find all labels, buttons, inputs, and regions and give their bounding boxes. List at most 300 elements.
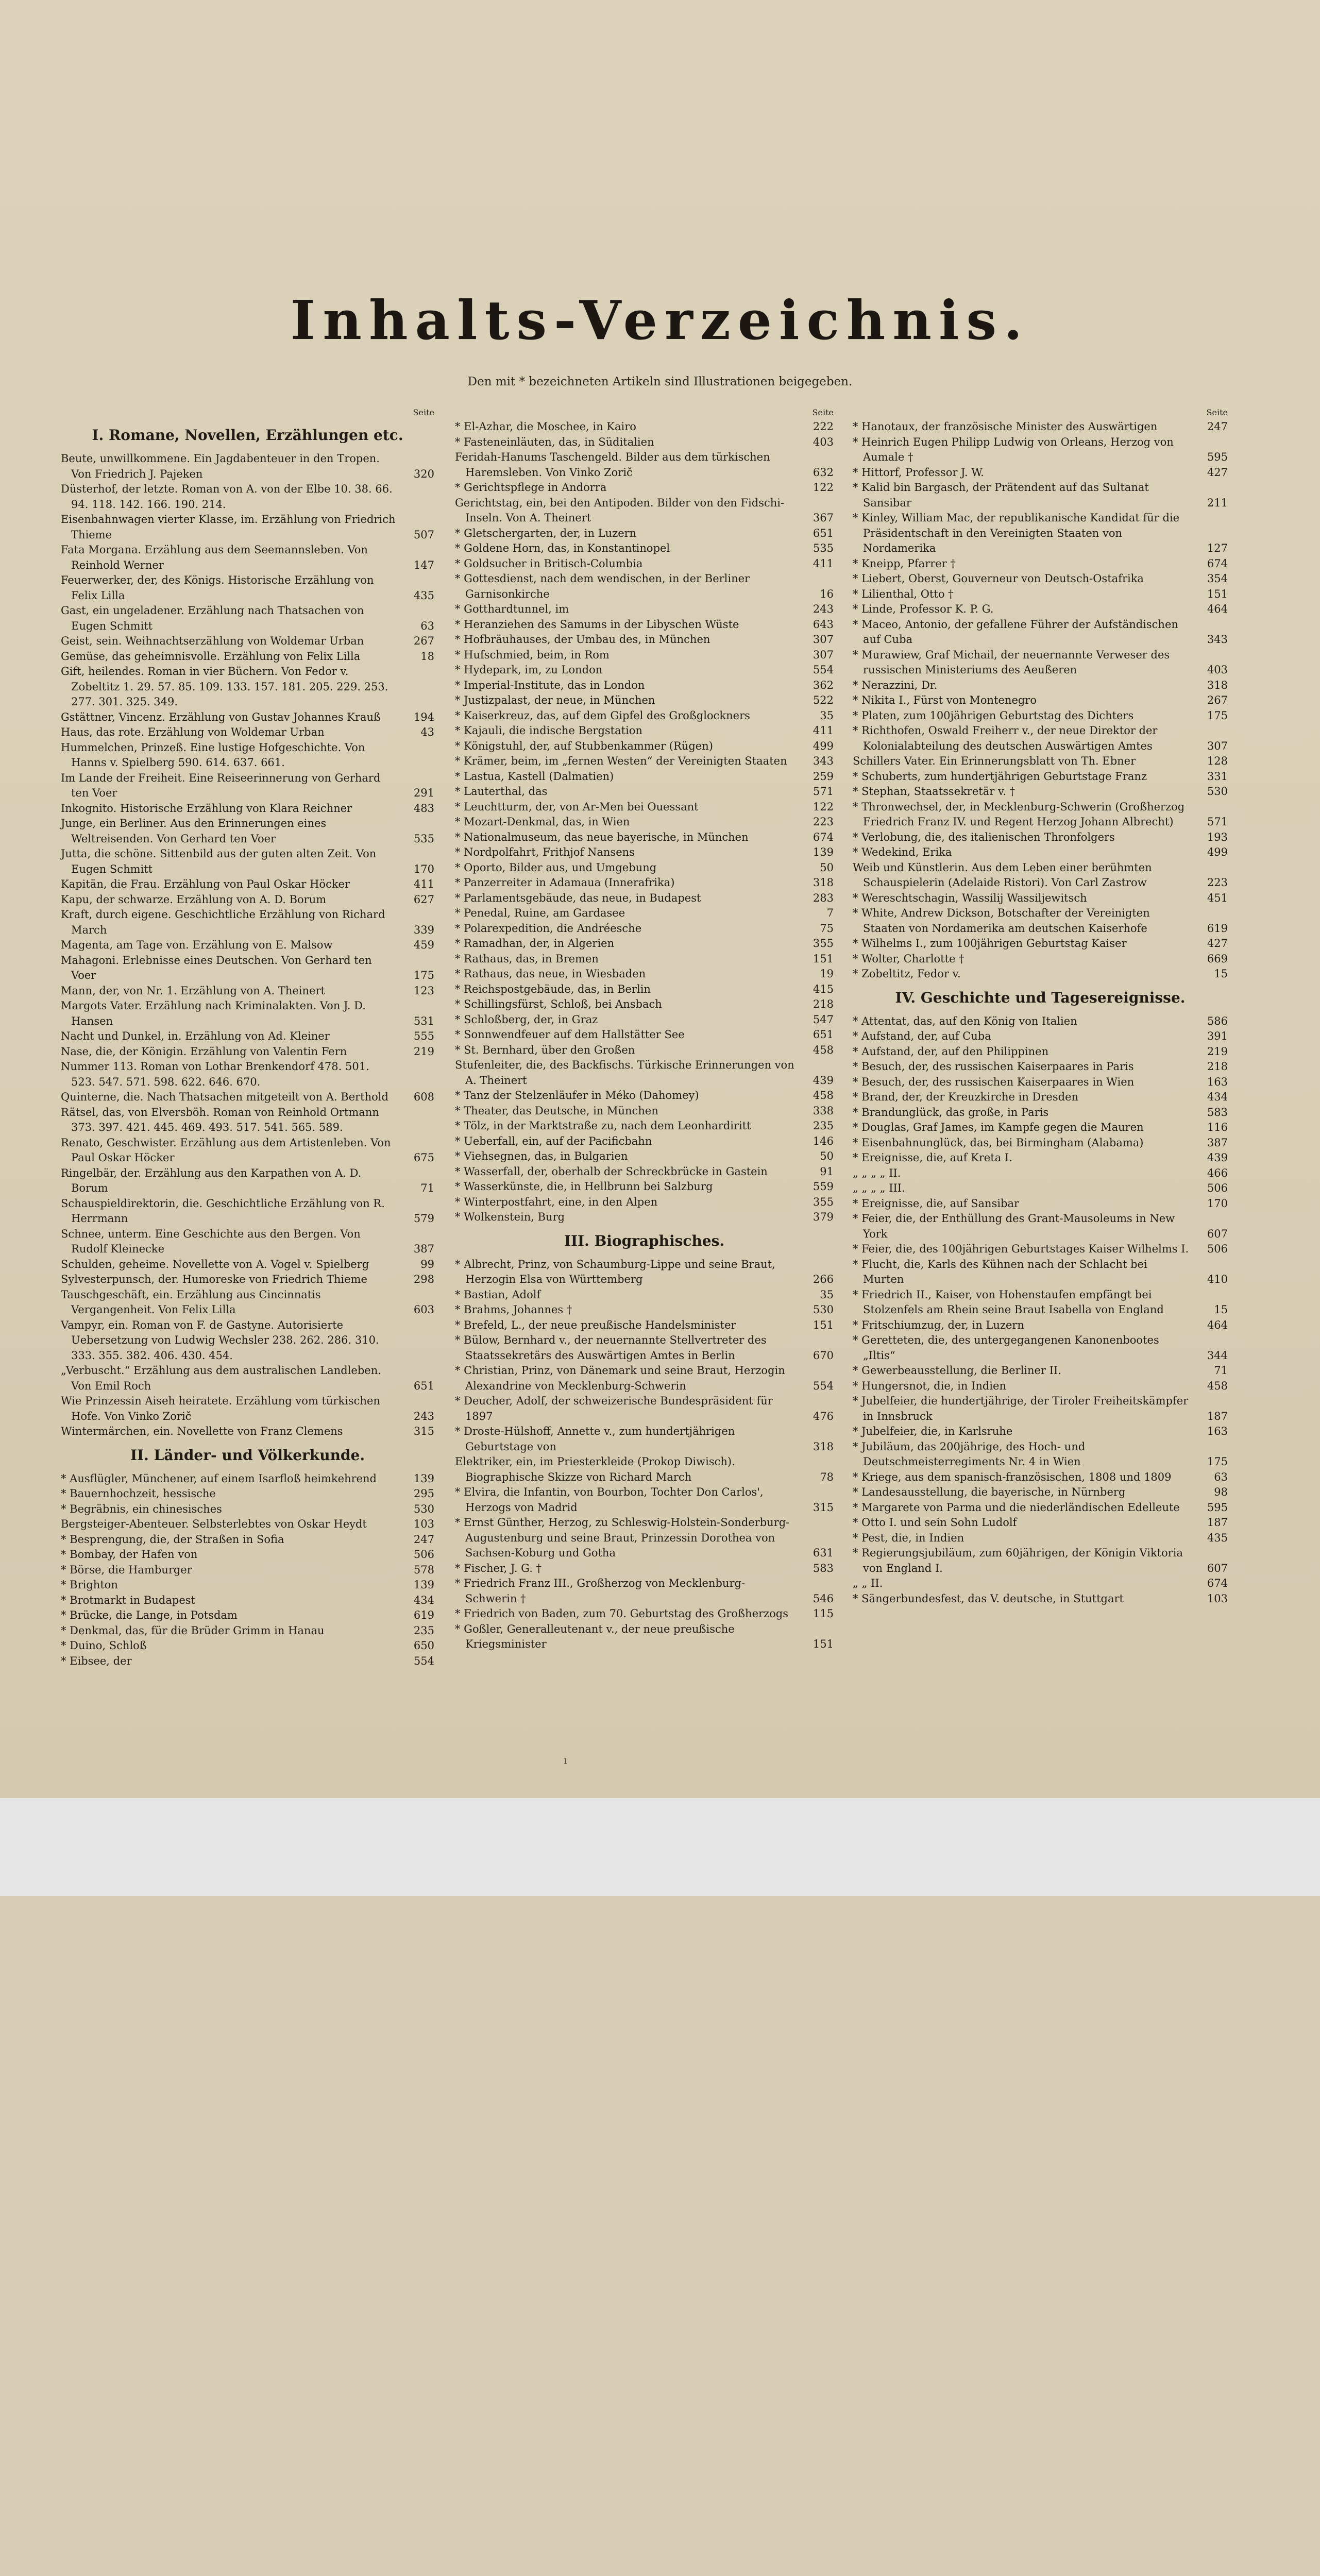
entry-title: Vampyr, ein. Roman von F. de Gastyne. Autorisierte Uebersetzung von Ludwig Wechsler 238. 262. 286. 310. 333. 355. 382. 406. 430. 454.	[61, 1318, 379, 1362]
index-entry	[61, 725, 434, 740]
entry-title: * Lastua, Kastell (Dalmatien)	[455, 770, 614, 783]
index-entry	[853, 754, 1228, 769]
entry-title: * Platen, zum 100jährigen Geburtstag des Dichters	[853, 709, 1134, 722]
entry-title: * Polarexpedition, die Andréesche	[455, 922, 642, 935]
entry-page-number: 71	[420, 1182, 434, 1194]
index-entry	[853, 1014, 1228, 1029]
entry-title: * Feier, die, der Enthüllung des Grant-Mausoleums in New York	[853, 1212, 1175, 1240]
entry-title: * Landesausstellung, die bayerische, in Nürnberg	[853, 1486, 1126, 1498]
entry-page-number: 603	[413, 1303, 434, 1316]
entry-page-number: 151	[813, 1638, 834, 1650]
entry-page-number: 318	[813, 876, 834, 889]
entry-title: * Thronwechsel, der, in Mecklenburg-Schwerin (Großherzog Friedrich Franz IV. und Regent Herzog Johann Albrecht)	[853, 800, 1185, 828]
index-entry	[853, 1029, 1228, 1044]
entry-title: * Penedal, Ruine, am Gardasee	[455, 907, 625, 919]
entry-page-number: 123	[413, 984, 434, 997]
entry-title: * St. Bernhard, über den Großen	[455, 1043, 635, 1056]
entry-page-number: 530	[413, 1502, 434, 1515]
index-entry	[61, 482, 434, 512]
entry-page-number: 607	[1207, 1227, 1228, 1240]
entry-title: * Sängerbundesfest, das V. deutsche, in Stuttgart	[853, 1592, 1124, 1605]
index-entry	[61, 816, 434, 846]
entry-title: * Bastian, Adolf	[455, 1288, 541, 1301]
entry-title: „ „ II.	[853, 1577, 883, 1589]
entry-title: * Hittorf, Professor J. W.	[853, 466, 984, 479]
index-entry	[61, 1502, 434, 1517]
entry-page-number: 434	[1207, 1091, 1228, 1103]
entry-title: * Ereignisse, die, auf Sansibar	[853, 1197, 1020, 1210]
index-entry	[61, 1532, 434, 1548]
entry-title: * Friedrich II., Kaiser, von Hohenstaufen empfängt bei Stolzenfels am Rhein seine Braut Isabella von England	[853, 1288, 1164, 1316]
entry-title: * Hofbräuhauses, der Umbau des, in München	[455, 633, 710, 646]
entry-title: * Eibsee, der	[61, 1654, 132, 1667]
entry-page-number: 546	[813, 1592, 834, 1605]
entry-page-number: 266	[813, 1273, 834, 1285]
index-entry	[61, 1394, 434, 1424]
index-entry	[455, 1485, 834, 1515]
entry-title: * Geretteten, die, des untergegangenen Kanonenbootes „Iltis“	[853, 1334, 1159, 1362]
entry-title: Gemüse, das geheimnisvolle. Erzählung von Felix Lilla	[61, 650, 361, 663]
entry-page-number: 339	[413, 923, 434, 936]
entry-page-number: 674	[813, 831, 834, 843]
entry-page-number: 459	[413, 939, 434, 951]
index-entry	[61, 543, 434, 573]
index-entry	[853, 1196, 1228, 1212]
entry-page-number: 439	[813, 1074, 834, 1087]
index-entry	[61, 771, 434, 801]
index-entry	[61, 649, 434, 665]
entry-page-number: 651	[413, 1379, 434, 1392]
index-entry	[853, 1287, 1228, 1318]
entry-title: * Feier, die, des 100jährigen Geburtstages Kaiser Wilhelms I.	[853, 1243, 1189, 1255]
entry-title: Quinterne, die. Nach Thatsachen mitgeteilt von A. Berthold	[61, 1091, 388, 1103]
entry-title: Eisenbahnwagen vierter Klasse, im. Erzählung von Friedrich Thieme	[61, 513, 396, 541]
entry-page-number: 91	[820, 1165, 834, 1178]
entry-title: * Denkmal, das, für die Brüder Grimm in Hanau	[61, 1624, 325, 1637]
entry-title: Rätsel, das, von Elversböh. Roman von Reinhold Ortmann 373. 397. 421. 445. 469. 493. 517. 541. 565. 589.	[61, 1106, 379, 1133]
index-entry	[61, 953, 434, 984]
entry-page-number: 318	[813, 1440, 834, 1453]
entry-title: * Jubiläum, das 200jährige, des Hoch- und Deutschmeisterregiments Nr. 4 in Wien	[853, 1440, 1086, 1468]
entry-title: Gift, heilendes. Roman in vier Büchern. Von Fedor v. Zobeltitz 1. 29. 57. 85. 109. 133. 157. 181. 205. 229. 253. 277. 301. 325. 349.	[61, 665, 388, 708]
index-entry	[455, 815, 834, 830]
entry-page-number: 506	[1207, 1243, 1228, 1255]
entry-title: Geist, sein. Weihnachtserzählung von Woldemar Urban	[61, 635, 364, 647]
entry-title: * Theater, das Deutsche, in München	[455, 1104, 658, 1117]
entry-page-number: 307	[813, 648, 834, 661]
index-entry	[61, 1090, 434, 1105]
entry-page-number: 331	[1207, 770, 1228, 783]
entry-title: * Tölz, in der Marktstraße zu, nach dem Leonhardiritt	[455, 1120, 751, 1132]
entry-title: Inkognito. Historische Erzählung von Klara Reichner	[61, 802, 352, 815]
index-entry	[61, 1547, 434, 1563]
entry-title: * Friedrich Franz III., Großherzog von Mecklenburg-Schwerin †	[455, 1577, 746, 1605]
entry-title: * Königstuhl, der, auf Stubbenkammer (Rügen)	[455, 739, 713, 752]
index-entry	[853, 1166, 1228, 1181]
entry-title: * Oporto, Bilder aus, und Umgebung	[455, 861, 657, 874]
index-entry	[455, 906, 834, 921]
entry-title: Nacht und Dunkel, in. Erzählung von Ad. Kleiner	[61, 1030, 330, 1042]
entry-page-number: 522	[813, 694, 834, 706]
index-entry	[61, 1272, 434, 1287]
entry-page-number: 466	[1207, 1166, 1228, 1179]
entry-title: * Zobeltitz, Fedor v.	[853, 968, 961, 980]
entry-title: * Ernst Günther, Herzog, zu Schleswig-Holstein-Sonderburg-Augustenburg und seine Braut, Prinzessin Dorothea von Sachsen-Koburg und Gotha	[455, 1516, 790, 1559]
page-title: Inhalts-Verzeichnis.	[290, 289, 1030, 352]
entry-title: * Goßler, Generalleutenant v., der neue preußische Kriegsminister	[455, 1622, 735, 1650]
entry-page-number: 632	[813, 466, 834, 479]
entry-page-number: 531	[413, 1014, 434, 1027]
index-entry	[455, 739, 834, 754]
entry-title: * Brahms, Johannes †	[455, 1303, 572, 1316]
index-entry	[853, 723, 1228, 754]
entry-page-number: 122	[813, 481, 834, 494]
entry-page-number: 43	[420, 726, 434, 738]
entry-page-number: 122	[813, 800, 834, 813]
index-entry	[455, 952, 834, 967]
entry-page-number: 674	[1207, 1577, 1228, 1589]
index-entry	[853, 1105, 1228, 1121]
entry-title: Fata Morgana. Erzählung aus dem Seemannsleben. Von Reinhold Werner	[61, 544, 368, 571]
entry-title: * Liebert, Oberst, Gouverneur von Deutsch-Ostafrika	[853, 572, 1144, 585]
entry-title: Weib und Künstlerin. Aus dem Leben einer berühmten Schauspielerin (Adelaide Ristori). Von Carl Zastrow	[853, 861, 1152, 889]
entry-page-number: 435	[1207, 1531, 1228, 1544]
entry-page-number: 458	[813, 1043, 834, 1056]
entry-title: Junge, ein Berliner. Aus den Erinnerungen eines Weltreisenden. Von Gerhard ten Voer	[61, 817, 327, 845]
index-entry	[61, 740, 434, 771]
index-entry	[853, 1500, 1228, 1516]
entry-title: * Brighton	[61, 1579, 118, 1591]
entry-title: * Leuchtturm, der, von Ar-Men bei Ouessant	[455, 800, 699, 813]
entry-page-number: 627	[413, 893, 434, 906]
index-entry	[455, 891, 834, 906]
index-entry	[455, 1195, 834, 1210]
entry-title: * Begräbnis, ein chinesisches	[61, 1502, 222, 1515]
index-entry	[853, 1136, 1228, 1151]
entry-page-number: 387	[1207, 1136, 1228, 1149]
entry-title: * Besprengung, die, der Straßen in Sofia	[61, 1533, 284, 1546]
index-entry	[455, 997, 834, 1012]
entry-title: * Aufstand, der, auf den Philippinen	[853, 1045, 1049, 1058]
entry-title: * Ueberfall, ein, auf der Pacificbahn	[455, 1134, 652, 1147]
index-entry	[455, 1606, 834, 1622]
entry-page-number: 675	[413, 1151, 434, 1164]
entry-title: * Kinley, William Mac, der republikanische Kandidat für die Präsidentschaft in den Vereinigten Staaten von Nordamerika	[853, 512, 1180, 554]
entry-page-number: 307	[813, 633, 834, 646]
entry-page-number: 315	[813, 1501, 834, 1514]
index-entry	[61, 1471, 434, 1487]
entry-title: Feridah-Hanums Taschengeld. Bilder aus dem türkischen Haremsleben. Von Vinko Zorič	[455, 451, 770, 479]
entry-title: * Elvira, die Infantin, von Bourbon, Tochter Don Carlos', Herzogs von Madrid	[455, 1486, 764, 1514]
entry-title: * Winterpostfahrt, eine, in den Alpen	[455, 1195, 658, 1208]
index-entry	[455, 1012, 834, 1028]
index-entry	[61, 1363, 434, 1394]
index-entry	[455, 921, 834, 937]
entry-page-number: 483	[413, 802, 434, 815]
index-entry	[455, 419, 834, 435]
entry-page-number: 571	[813, 785, 834, 798]
entry-page-number: 387	[413, 1243, 434, 1255]
entry-page-number: 619	[413, 1609, 434, 1621]
index-entry	[455, 830, 834, 845]
entry-page-number: 670	[813, 1349, 834, 1362]
entry-page-number: 499	[1207, 846, 1228, 858]
entry-page-number: 458	[1207, 1379, 1228, 1392]
index-entry	[455, 1454, 834, 1485]
entry-page-number: 411	[813, 724, 834, 737]
entry-title: Bergsteiger-Abenteuer. Selbsterlebtes von Oskar Heydt	[61, 1518, 367, 1530]
entry-title: * Douglas, Graf James, im Kampfe gegen die Mauren	[853, 1121, 1144, 1133]
entry-title: Kapu, der schwarze. Erzählung von A. D. Borum	[61, 893, 327, 906]
entry-page-number: 355	[813, 937, 834, 950]
index-entry	[61, 877, 434, 892]
entry-title: Mann, der, von Nr. 1. Erzählung von A. Theinert	[61, 984, 325, 997]
index-entry	[853, 1181, 1228, 1196]
entry-page-number: 415	[813, 982, 834, 995]
index-entry	[455, 708, 834, 724]
index-entry	[61, 1563, 434, 1578]
index-entry	[61, 1196, 434, 1227]
index-entry	[455, 784, 834, 800]
entry-title: * Wasserkünste, die, in Hellbrunn bei Salzburg	[455, 1180, 713, 1193]
index-entry	[455, 1058, 834, 1088]
entry-page-number: 267	[413, 635, 434, 647]
entry-title: * Justizpalast, der neue, in München	[455, 694, 655, 706]
entry-title: * Lauterthal, das	[455, 785, 548, 798]
entry-title: „Verbuscht.“ Erzählung aus dem australischen Landleben. Von Emil Roch	[61, 1364, 381, 1392]
index-entry	[61, 1486, 434, 1502]
entry-page-number: 71	[1214, 1364, 1228, 1377]
entry-page-number: 583	[1207, 1106, 1228, 1118]
entry-title: Mahagoni. Erlebnisse eines Deutschen. Von Gerhard ten Voer	[61, 954, 372, 981]
entry-page-number: 175	[413, 969, 434, 981]
entry-page-number: 535	[813, 542, 834, 554]
index-entry	[853, 571, 1228, 587]
entry-page-number: 403	[813, 435, 834, 448]
entry-page-number: 235	[813, 1120, 834, 1132]
entry-page-number: 410	[1207, 1273, 1228, 1285]
entry-page-number: 464	[1207, 603, 1228, 615]
index-entry	[61, 907, 434, 938]
index-entry	[61, 603, 434, 634]
entry-page-number: 554	[413, 1654, 434, 1667]
entry-title: Sylvesterpunsch, der. Humoreske von Friedrich Thieme	[61, 1273, 367, 1285]
entry-title: Wintermärchen, ein. Novellette von Franz Clemens	[61, 1425, 343, 1437]
entry-page-number: 295	[413, 1487, 434, 1500]
entry-title: * Flucht, die, Karls des Kühnen nach der Schlacht bei Murten	[853, 1258, 1147, 1285]
index-entry	[455, 1179, 834, 1195]
entry-page-number: 35	[820, 709, 834, 722]
index-entry	[455, 1088, 834, 1104]
entry-title: * Margarete von Parma und die niederländischen Edelleute	[853, 1501, 1180, 1514]
entry-page-number: 578	[413, 1563, 434, 1576]
index-entry	[455, 617, 834, 633]
entry-page-number: 63	[420, 619, 434, 632]
index-entry	[455, 602, 834, 617]
index-entry	[853, 1424, 1228, 1439]
entry-page-number: 127	[1207, 542, 1228, 554]
index-entry	[853, 891, 1228, 906]
index-entry	[61, 984, 434, 999]
entry-page-number: 194	[413, 710, 434, 723]
index-entry	[853, 602, 1228, 617]
entry-page-number: 507	[413, 528, 434, 541]
entry-title: Kapitän, die Frau. Erzählung von Paul Oskar Höcker	[61, 878, 350, 890]
entry-title: Haus, das rote. Erzählung von Woldemar Urban	[61, 726, 325, 738]
entry-page-number: 579	[413, 1212, 434, 1225]
entry-title: Kraft, durch eigene. Geschichtliche Erzählung von Richard March	[61, 908, 385, 936]
entry-page-number: 218	[1207, 1060, 1228, 1073]
entry-title: Schauspieldirektorin, die. Geschichtliche Erzählung von R. Herrmann	[61, 1197, 385, 1225]
index-entry	[853, 1439, 1228, 1470]
entry-page-number: 674	[1207, 557, 1228, 570]
entry-page-number: 187	[1207, 1410, 1228, 1422]
index-entry	[853, 1044, 1228, 1060]
index-entry	[455, 1622, 834, 1652]
index-entry	[455, 1318, 834, 1333]
entry-title: Nase, die, der Königin. Erzählung von Valentin Fern	[61, 1045, 347, 1058]
index-entry	[853, 1075, 1228, 1090]
index-entry	[853, 1394, 1228, 1424]
index-entry	[853, 587, 1228, 602]
entry-page-number: 499	[813, 739, 834, 752]
index-entry	[455, 845, 834, 860]
entry-title: * Wedekind, Erika	[853, 846, 952, 858]
entry-title: Schnee, unterm. Eine Geschichte aus den Bergen. Von Rudolf Kleinecke	[61, 1227, 361, 1255]
index-entry	[455, 632, 834, 648]
index-entry	[455, 480, 834, 496]
entry-title: * Fasteneinläuten, das, in Süditalien	[455, 435, 654, 448]
index-entry	[61, 710, 434, 725]
entry-title: Tauschgeschäft, ein. Erzählung aus Cincinnatis Vergangenheit. Von Felix Lilla	[61, 1288, 321, 1316]
index-entry	[455, 1134, 834, 1149]
entry-page-number: 175	[1207, 1455, 1228, 1468]
entry-title: * Brefeld, L., der neue preußische Handelsminister	[455, 1318, 736, 1331]
entry-page-number: 651	[813, 1028, 834, 1041]
entry-page-number: 427	[1207, 466, 1228, 479]
index-entry	[455, 526, 834, 541]
index-entry	[61, 1638, 434, 1654]
index-entry	[853, 648, 1228, 678]
entry-page-number: 669	[1207, 952, 1228, 965]
entry-title: * Jubelfeier, die hundertjährige, der Tiroler Freiheitskämpfer in Innsbruck	[853, 1395, 1189, 1422]
entry-title: * Eisenbahnunglück, das, bei Birmingham (Alabama)	[853, 1136, 1144, 1149]
entry-page-number: 139	[413, 1472, 434, 1485]
entry-title: Nummer 113. Roman von Lothar Brenkendorf 478. 501. 523. 547. 571. 598. 622. 646. 670.	[61, 1060, 369, 1088]
entry-page-number: 530	[813, 1303, 834, 1316]
entry-page-number: 15	[1214, 1303, 1228, 1316]
index-entry	[455, 1043, 834, 1058]
entry-page-number: 19	[820, 968, 834, 980]
entry-page-number: 595	[1207, 1501, 1228, 1514]
entry-page-number: 219	[1207, 1045, 1228, 1058]
index-entry	[61, 846, 434, 877]
entry-page-number: 571	[1207, 816, 1228, 828]
entry-title: * Hanotaux, der französische Minister des Auswärtigen	[853, 420, 1158, 433]
page-subtitle: Den mit * bezeichneten Artikeln sind Illustrationen beigegeben.	[467, 375, 853, 388]
index-entry	[455, 1363, 834, 1394]
index-entry	[853, 830, 1228, 845]
index-entry	[61, 1105, 434, 1136]
index-entry	[61, 1044, 434, 1060]
entry-page-number: 50	[820, 861, 834, 874]
entry-title: * Ereignisse, die, auf Kreta I.	[853, 1151, 1012, 1164]
index-entry	[455, 648, 834, 663]
entry-title: * Brücke, die Lange, in Potsdam	[61, 1609, 238, 1621]
entry-title: * Aufstand, der, auf Cuba	[853, 1030, 991, 1042]
entry-page-number: 243	[813, 603, 834, 615]
index-entry	[853, 1576, 1228, 1591]
index-entry	[61, 1166, 434, 1196]
index-entry	[61, 1059, 434, 1090]
entry-page-number: 554	[813, 1379, 834, 1392]
entry-page-number: 315	[413, 1425, 434, 1437]
entry-page-number: 151	[813, 1318, 834, 1331]
entry-title: * Nerazzini, Dr.	[853, 679, 938, 691]
entry-title: Gast, ein ungeladener. Erzählung nach Thatsachen von Eugen Schmitt	[61, 604, 364, 632]
column-left	[61, 406, 434, 1669]
entry-title: * Droste-Hülshoff, Annette v., zum hundertjährigen Geburtstage von	[455, 1425, 735, 1453]
entry-title: Schillers Vater. Ein Erinnerungsblatt von Th. Ebner	[853, 755, 1136, 767]
entry-title: Wie Prinzessin Aiseh heiratete. Erzählung vom türkischen Hofe. Von Vinko Zorič	[61, 1395, 380, 1422]
index-entry	[853, 708, 1228, 724]
index-entry	[853, 617, 1228, 648]
entry-title: * Deucher, Adolf, der schweizerische Bundespräsident für 1897	[455, 1395, 773, 1422]
index-entry	[455, 1333, 834, 1363]
index-entry	[61, 1029, 434, 1044]
entry-page-number: 651	[813, 527, 834, 539]
entry-page-number: 427	[1207, 937, 1228, 950]
index-entry	[853, 693, 1228, 708]
index-entry	[61, 1608, 434, 1623]
index-entry	[455, 1118, 834, 1134]
entry-page-number: 506	[1207, 1182, 1228, 1194]
index-entry	[455, 875, 834, 891]
index-entry	[455, 541, 834, 556]
entry-page-number: 464	[1207, 1318, 1228, 1331]
index-entry	[455, 1257, 834, 1287]
entry-page-number: 247	[1207, 420, 1228, 433]
entry-title: * Viehsegnen, das, in Bulgarien	[455, 1150, 628, 1162]
entry-title: * Pest, die, in Indien	[853, 1531, 964, 1544]
entry-title: * Otto I. und sein Sohn Ludolf	[853, 1516, 1017, 1529]
entry-title: * Heranziehen des Samums in der Libyschen Wüste	[455, 618, 739, 631]
entry-title: * Ramadhan, der, in Algerien	[455, 937, 615, 950]
index-entry	[61, 1318, 434, 1364]
index-entry	[455, 1394, 834, 1424]
entry-title: * Wereschtschagin, Wassilij Wassiljewitsch	[853, 891, 1087, 904]
entry-page-number: 411	[413, 878, 434, 890]
entry-page-number: 318	[1207, 679, 1228, 691]
entry-title: Im Lande der Freiheit. Eine Reiseerinnerung von Gerhard ten Voer	[61, 771, 381, 799]
entry-title: * Mozart-Denkmal, das, in Wien	[455, 816, 630, 828]
entry-title: * Besuch, der, des russischen Kaiserpaares in Wien	[853, 1075, 1135, 1088]
entry-title: Gstättner, Vincenz. Erzählung von Gustav Johannes Krauß	[61, 710, 381, 723]
entry-page-number: 103	[1207, 1592, 1228, 1605]
entry-page-number: 267	[1207, 694, 1228, 706]
entry-page-number: 451	[1207, 891, 1228, 904]
index-entry	[61, 451, 434, 482]
entry-page-number: 506	[413, 1548, 434, 1561]
entry-title: Elektriker, ein, im Priesterkleide (Prokop Diwisch). Biographische Skizze von Richard March	[455, 1455, 735, 1483]
index-entry	[61, 998, 434, 1029]
index-entry	[455, 496, 834, 526]
entry-page-number: 243	[413, 1410, 434, 1422]
entry-title: * Nationalmuseum, das neue bayerische, in München	[455, 831, 749, 843]
index-entry	[455, 1027, 834, 1043]
entry-page-number: 435	[413, 589, 434, 602]
entry-page-number: 170	[1207, 1197, 1228, 1210]
